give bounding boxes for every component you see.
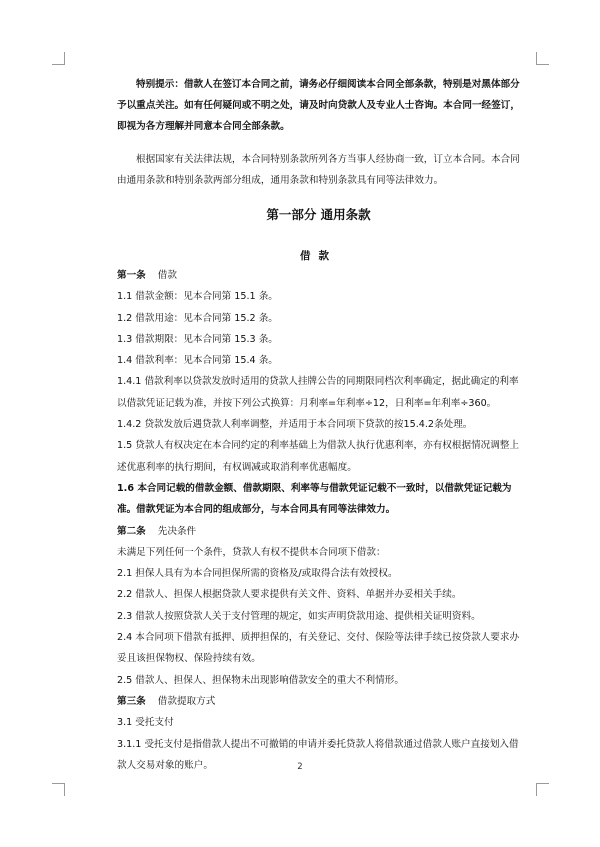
articles (117, 265, 520, 776)
crop-mark-top-right (536, 52, 549, 65)
article1-item: 1.2 借款用途：见本合同第 15.2 条。 (117, 312, 278, 324)
article1-title: 借款 (157, 270, 177, 281)
preamble: 根据国家有关法律法规，本合同特别条款所列各方当事人经协商一致，订立本合同。本合同由通用条款和特别条款两部分组成，通用条款和特别条款具有同等法律效力。 (117, 154, 520, 186)
article1-item: 1.4 借款利率：见本合同第 15.4 条。 (117, 355, 278, 367)
crop-mark-top-left (52, 52, 65, 65)
article2-item: 2.1 担保人具有为本合同担保所需的资格及/或取得合法有效授权。 (117, 568, 398, 580)
article1-heading (117, 265, 520, 286)
part-title: 第一部分 通用条款 (266, 207, 371, 222)
article1-item: 1.3 借款期限：见本合同第 15.3 条。 (117, 333, 278, 345)
article2-label: 第二条 (117, 525, 146, 537)
article1-item: 1.4.1 借款利率以贷款发放时适用的贷款人挂牌公告的同期限同档次利率确定，据此确定的利率以借款凭证记载为准，并按下列公式换算：月利率=年利率÷12，日利率=年利率÷360。 (117, 376, 519, 409)
article1-item: 1.5 贷款人有权决定在本合同约定的利率基础上为借款人执行优惠利率，亦有权根据情况调整上述优惠利率的执行期间，有权调减或取消利率优惠幅度。 (117, 440, 520, 473)
article1-bold-item: 1.6 本合同记载的借款金额、借款期限、利率等与借款凭证记载不一致时，以借款凭证记载为准。借款凭证为本合同的组成部分，与本合同具有同等法律效力。 (117, 482, 512, 516)
article2-item: 2.4 本合同项下借款有抵押、质押担保的，有关登记、交付、保险等法律手续已按贷款人要求办妥且该担保物权、保险持续有效。 (117, 632, 520, 665)
article2-heading (117, 521, 520, 542)
crop-mark-bottom-right (536, 783, 549, 796)
article2-intro: 未满足下列任何一个条件，贷款人有权不提供本合同项下借款： (117, 546, 386, 558)
article3-title: 借款提取方式 (157, 695, 216, 707)
article3-item: 3.1.1 受托支付是指借款人提出不可撤销的申请并委托贷款人将借款通过借款人账户直接划入借款人交易对象的账户。 (117, 738, 519, 771)
special-notice: 特别提示：借款人在签订本合同之前，请务必仔细阅读本合同全部条款，特别是对黑体部分予以重点关注。如有任何疑问或不明之处，请及时向贷款人及专业人士咨询。本合同一经签订，即视为各方理解并同意本合同全部条款。 (117, 79, 520, 132)
article1-item: 1.1 借款金额：见本合同第 15.1 条。 (117, 291, 278, 303)
page-number: 2 (297, 762, 303, 772)
article2-item: 2.3 借款人按照贷款人关于支付管理的规定，如实声明贷款用途、提供相关证明资料。 (117, 610, 481, 622)
section-title: 借款 (300, 250, 337, 262)
article2-title: 先决条件 (157, 525, 197, 537)
crop-mark-bottom-left (52, 783, 65, 796)
article1-label: 第一条 (117, 270, 146, 281)
article2-item: 2.2 借款人、担保人根据贷款人要求提供有关文件、资料、单据并办妥相关手续。 (117, 589, 462, 601)
article2-item: 2.5 借款人、担保人、担保物未出现影响借款安全的重大不利情形。 (117, 674, 404, 686)
article3-label: 第三条 (117, 695, 146, 707)
article1-item: 1.4.2 贷款发放后遇贷款人利率调整，并适用于本合同项下贷款的按15.4.2条处理。 (117, 419, 473, 431)
article3-heading (117, 691, 520, 712)
article3-item: 3.1 受托支付 (117, 717, 174, 729)
